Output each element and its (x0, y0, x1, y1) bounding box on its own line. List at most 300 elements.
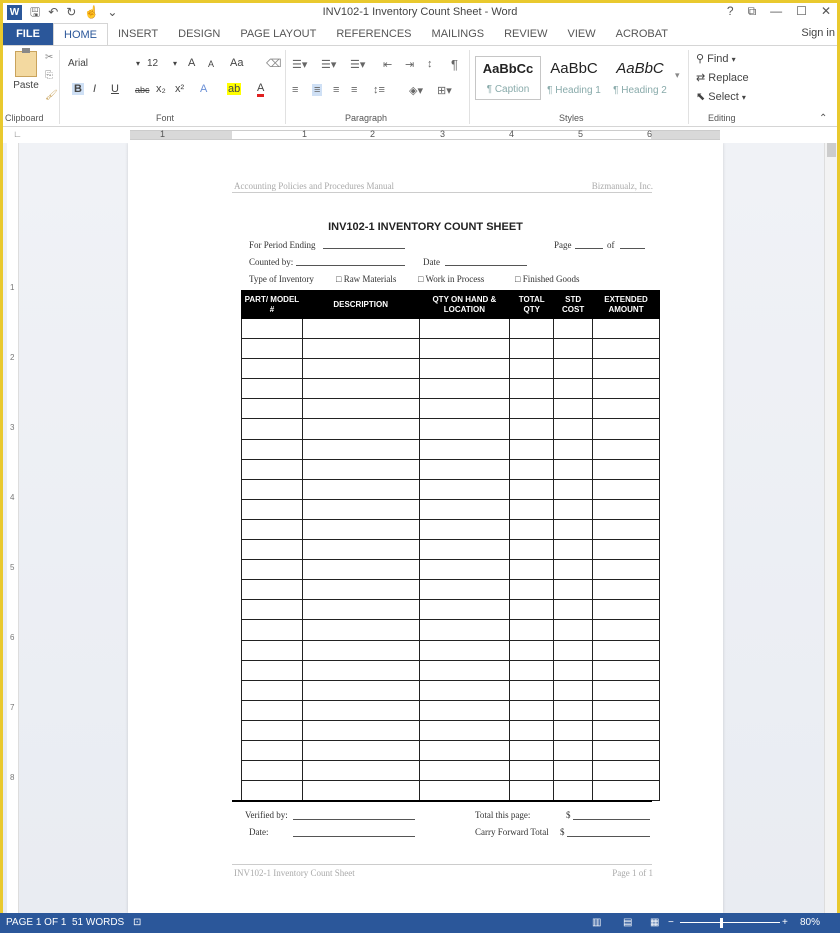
web-layout-icon[interactable]: ▦ (650, 917, 660, 928)
option-label: Raw Materials (343, 274, 397, 284)
table-cell[interactable] (554, 600, 593, 620)
table-cell[interactable] (510, 439, 554, 459)
read-mode-icon[interactable]: ▥ (592, 917, 602, 928)
proofing-icon[interactable]: ⊡ (133, 917, 142, 928)
page-header-left: Accounting Policies and Procedures Manual (234, 181, 394, 191)
table-cell[interactable] (242, 479, 303, 499)
vertical-ruler[interactable] (7, 143, 19, 913)
date-field[interactable] (445, 265, 527, 266)
table-row (242, 580, 660, 600)
customize-qat-icon[interactable]: ⌄ (107, 5, 118, 19)
undo-icon[interactable]: ↶ (48, 5, 59, 19)
table-cell[interactable] (593, 781, 660, 801)
table-cell[interactable] (593, 720, 660, 740)
shading-icon[interactable]: ◈▾ (409, 85, 423, 97)
table-header-row (242, 291, 660, 319)
subscript-button[interactable]: x₂ (156, 83, 166, 95)
table-cell[interactable] (242, 560, 303, 580)
italic-button[interactable]: I (93, 83, 97, 95)
table-cell[interactable] (554, 761, 593, 781)
word-logo-icon[interactable]: W (7, 5, 22, 20)
table-cell[interactable] (510, 339, 554, 359)
paste-button[interactable] (9, 51, 43, 91)
multilevel-list-icon[interactable]: ☰▾ (350, 59, 366, 71)
ruler-number: 5 (578, 129, 584, 139)
chevron-down-icon: ▾ (135, 59, 140, 68)
scrollbar-thumb[interactable] (827, 143, 836, 157)
collapse-ribbon-icon[interactable]: ⌃ (819, 113, 828, 124)
table-cell[interactable] (242, 580, 303, 600)
table-cell[interactable] (593, 680, 660, 700)
justify-icon[interactable]: ≡ (351, 84, 358, 96)
column-header: PART/ MODEL # (242, 291, 303, 319)
table-cell[interactable] (242, 499, 303, 519)
table-cell[interactable] (593, 519, 660, 539)
align-center-icon[interactable]: ≡ (314, 84, 321, 96)
sort-icon[interactable]: ↕ (427, 58, 433, 70)
table-cell[interactable] (242, 399, 303, 419)
status-bar (0, 913, 840, 933)
table-cell[interactable] (242, 640, 303, 660)
table-cell[interactable] (302, 720, 419, 740)
table-cell[interactable] (302, 479, 419, 499)
table-cell[interactable] (554, 379, 593, 399)
styles-more-icon[interactable]: ▾ (675, 70, 680, 80)
table-row (242, 379, 660, 399)
period-ending-field[interactable] (323, 248, 405, 249)
zoom-out-button[interactable]: − (668, 917, 674, 928)
font-size-value: 12 (147, 58, 159, 69)
superscript-button[interactable]: x² (175, 83, 185, 95)
table-row (242, 519, 660, 539)
ruler-number: 4 (509, 129, 515, 139)
table-cell[interactable] (419, 339, 510, 359)
table-cell[interactable] (510, 519, 554, 539)
table-cell[interactable] (554, 479, 593, 499)
table-cell[interactable] (554, 580, 593, 600)
style-heading-1[interactable] (541, 56, 607, 100)
zoom-slider-track[interactable] (680, 922, 780, 923)
table-cell[interactable] (593, 339, 660, 359)
table-cell[interactable] (593, 560, 660, 580)
table-cell[interactable] (554, 519, 593, 539)
checkbox-finished-goods[interactable] (515, 274, 579, 284)
table-cell[interactable] (510, 319, 554, 339)
cut-icon[interactable]: ✂ (45, 52, 54, 63)
table-cell[interactable] (242, 519, 303, 539)
highlight-button[interactable]: ab (228, 83, 241, 95)
ribbon-tabs (3, 23, 837, 45)
shrink-font-button[interactable]: A (208, 59, 215, 69)
table-cell[interactable] (554, 540, 593, 560)
table-cell[interactable] (593, 399, 660, 419)
table-cell[interactable] (419, 761, 510, 781)
table-cell[interactable] (419, 680, 510, 700)
table-cell[interactable] (302, 439, 419, 459)
format-painter-icon[interactable]: 🖌 (45, 90, 58, 101)
table-cell[interactable] (510, 459, 554, 479)
carry-forward-label: Carry Forward Total (475, 827, 549, 837)
borders-icon[interactable]: ⊞▾ (437, 85, 452, 97)
table-cell[interactable] (593, 620, 660, 640)
table-cell[interactable] (419, 720, 510, 740)
table-cell[interactable] (302, 700, 419, 720)
table-cell[interactable] (302, 560, 419, 580)
table-cell[interactable] (593, 600, 660, 620)
table-cell[interactable] (510, 560, 554, 580)
table-cell[interactable] (593, 540, 660, 560)
zoom-in-button[interactable]: + (782, 917, 788, 928)
table-cell[interactable] (593, 660, 660, 680)
table-cell[interactable] (510, 359, 554, 379)
align-right-icon[interactable]: ≡ (333, 84, 340, 96)
replace-button[interactable] (696, 71, 749, 84)
align-left-icon[interactable]: ≡ (292, 84, 299, 96)
table-cell[interactable] (419, 359, 510, 379)
table-cell[interactable] (242, 781, 303, 801)
table-cell[interactable] (242, 319, 303, 339)
underline-button[interactable]: U (111, 83, 119, 95)
table-cell[interactable] (302, 399, 419, 419)
line-spacing-icon[interactable]: ↕≡ (373, 84, 385, 96)
table-cell[interactable] (593, 419, 660, 439)
document-page[interactable] (128, 143, 723, 913)
table-cell[interactable] (302, 459, 419, 479)
table-cell[interactable] (554, 560, 593, 580)
table-cell[interactable] (419, 540, 510, 560)
bold-button[interactable]: B (74, 83, 82, 95)
table-row (242, 359, 660, 379)
print-layout-icon[interactable]: ▤ (623, 917, 633, 928)
table-cell[interactable] (510, 600, 554, 620)
table-cell[interactable] (242, 439, 303, 459)
table-cell[interactable] (419, 620, 510, 640)
table-cell[interactable] (302, 499, 419, 519)
table-row (242, 781, 660, 801)
style-name: ¶ Caption (486, 84, 530, 95)
verified-by-field[interactable] (293, 819, 415, 820)
dollar-sign: $ (560, 827, 565, 837)
table-cell[interactable] (593, 319, 660, 339)
column-header: DESCRIPTION (302, 291, 419, 319)
find-label: Find (707, 53, 729, 65)
grow-font-button[interactable]: A (188, 57, 196, 69)
table-row (242, 479, 660, 499)
table-cell[interactable] (419, 479, 510, 499)
table-cell[interactable] (510, 761, 554, 781)
table-cell[interactable] (419, 740, 510, 760)
footer-divider (232, 864, 652, 865)
table-cell[interactable] (242, 459, 303, 479)
table-cell[interactable] (419, 580, 510, 600)
redo-icon[interactable]: ↻ (66, 5, 77, 19)
strikethrough-button[interactable]: abc (135, 85, 150, 95)
table-cell[interactable] (242, 680, 303, 700)
table-cell[interactable] (302, 781, 419, 801)
table-cell[interactable] (242, 419, 303, 439)
table-cell[interactable] (593, 740, 660, 760)
table-cell[interactable] (554, 359, 593, 379)
table-cell[interactable] (554, 459, 593, 479)
table-row (242, 560, 660, 580)
ruler-number: 3 (10, 423, 15, 432)
table-cell[interactable] (302, 419, 419, 439)
table-cell[interactable] (554, 620, 593, 640)
table-cell[interactable] (510, 781, 554, 801)
font-color-button[interactable]: A (257, 83, 264, 97)
table-cell[interactable] (242, 600, 303, 620)
table-cell[interactable] (419, 459, 510, 479)
bullets-icon[interactable]: ☰▾ (292, 59, 308, 71)
style-preview: AaBbC (616, 60, 664, 77)
table-cell[interactable] (510, 580, 554, 600)
table-cell[interactable] (242, 700, 303, 720)
table-cell[interactable] (510, 499, 554, 519)
table-cell[interactable] (554, 660, 593, 680)
style-name: ¶ Heading 1 (547, 85, 601, 96)
table-cell[interactable] (554, 399, 593, 419)
change-case-button[interactable]: Aa (230, 57, 244, 69)
table-cell[interactable] (302, 600, 419, 620)
table-cell[interactable] (554, 720, 593, 740)
page-header-right: Bizmanualz, Inc. (591, 181, 653, 191)
ribbon (3, 45, 837, 127)
font-family-value: Arial (68, 58, 89, 69)
touch-mode-icon[interactable]: ☝ (84, 5, 100, 19)
table-cell[interactable] (554, 700, 593, 720)
table-body (242, 319, 660, 801)
table-cell[interactable] (242, 620, 303, 640)
increase-indent-icon[interactable]: ⇥ (405, 59, 415, 71)
tab-acrobat[interactable]: ACROBAT (615, 28, 668, 40)
maximize-icon[interactable]: ☐ (796, 4, 807, 18)
table-row (242, 399, 660, 419)
page-number-field[interactable] (575, 248, 603, 249)
table-cell[interactable] (554, 740, 593, 760)
table-cell[interactable] (593, 761, 660, 781)
style-caption[interactable] (475, 56, 541, 100)
table-row (242, 620, 660, 640)
tab-mailings[interactable]: MAILINGS (431, 28, 485, 40)
table-cell[interactable] (510, 540, 554, 560)
table-row (242, 540, 660, 560)
copy-icon[interactable]: ⎘ (45, 70, 53, 81)
table-cell[interactable] (593, 479, 660, 499)
help-icon[interactable]: ? (726, 4, 734, 18)
checkbox-work-in-process[interactable] (418, 274, 484, 284)
ruler-number: 3 (440, 129, 446, 139)
table-cell[interactable] (554, 439, 593, 459)
table-cell[interactable] (302, 339, 419, 359)
table-cell[interactable] (510, 479, 554, 499)
table-cell[interactable] (419, 781, 510, 801)
page-count[interactable]: PAGE 1 OF 1 (6, 917, 67, 928)
ruler-number: 1 (302, 129, 308, 139)
table-cell[interactable] (419, 419, 510, 439)
numbering-icon[interactable]: ☰▾ (321, 59, 337, 71)
table-bottom-rule (232, 800, 652, 802)
clipboard-group-label: Clipboard (5, 113, 44, 123)
table-cell[interactable] (554, 680, 593, 700)
table-cell[interactable] (242, 740, 303, 760)
replace-label: Replace (708, 72, 749, 84)
tab-review[interactable]: REVIEW (504, 28, 548, 40)
ruler-number: 1 (160, 129, 166, 139)
table-row (242, 419, 660, 439)
tab-home[interactable]: HOME (53, 23, 108, 45)
tab-selector-icon[interactable]: ∟ (13, 129, 22, 139)
tab-page-layout[interactable]: PAGE LAYOUT (240, 28, 317, 40)
select-label: Select (708, 91, 739, 103)
table-cell[interactable] (302, 359, 419, 379)
table-cell[interactable] (302, 660, 419, 680)
table-row (242, 600, 660, 620)
document-area[interactable] (3, 143, 824, 913)
table-cell[interactable] (302, 519, 419, 539)
table-cell[interactable] (302, 680, 419, 700)
tab-insert[interactable]: INSERT (118, 28, 159, 40)
save-icon[interactable]: 🖫 (30, 5, 41, 19)
table-cell[interactable] (419, 600, 510, 620)
table-cell[interactable] (419, 560, 510, 580)
ruler-margin-left (130, 131, 232, 139)
table-cell[interactable] (419, 519, 510, 539)
find-button[interactable] (696, 52, 736, 65)
table-cell[interactable] (554, 319, 593, 339)
word-count[interactable]: 51 WORDS (72, 917, 125, 928)
table-cell[interactable] (419, 640, 510, 660)
table-cell[interactable] (419, 319, 510, 339)
total-page-field[interactable] (573, 819, 650, 820)
table-cell[interactable] (419, 379, 510, 399)
option-label: Finished Goods (522, 274, 580, 284)
table-cell[interactable] (510, 419, 554, 439)
table-cell[interactable] (302, 761, 419, 781)
table-cell[interactable] (593, 379, 660, 399)
table-cell[interactable] (302, 740, 419, 760)
table-cell[interactable] (510, 660, 554, 680)
table-cell[interactable] (302, 580, 419, 600)
table-cell[interactable] (510, 740, 554, 760)
cursor-icon: ⬉ (696, 91, 706, 103)
table-cell[interactable] (554, 781, 593, 801)
table-cell[interactable] (419, 399, 510, 419)
table-cell[interactable] (554, 499, 593, 519)
table-row (242, 339, 660, 359)
counted-by-label: Counted by: (249, 257, 294, 267)
style-heading-2[interactable] (607, 56, 673, 100)
table-cell[interactable] (302, 620, 419, 640)
checkbox-raw-materials[interactable] (336, 274, 396, 284)
page-footer-right: Page 1 of 1 (612, 868, 653, 878)
vertical-scrollbar[interactable] (824, 143, 837, 913)
table-cell[interactable] (510, 720, 554, 740)
text-effects-icon[interactable]: A (200, 83, 208, 95)
ruler-number: 2 (370, 129, 376, 139)
table-cell[interactable] (593, 459, 660, 479)
table-cell[interactable] (554, 339, 593, 359)
date2-field[interactable] (293, 836, 415, 837)
close-icon[interactable]: ✕ (820, 4, 831, 18)
header-divider (232, 192, 652, 193)
table-cell[interactable] (554, 640, 593, 660)
sign-in-link[interactable]: Sign in (801, 27, 835, 39)
table-cell[interactable] (302, 640, 419, 660)
table-cell[interactable] (554, 419, 593, 439)
minimize-icon[interactable]: — (770, 4, 783, 18)
table-cell[interactable] (510, 680, 554, 700)
tab-design[interactable]: DESIGN (178, 28, 221, 40)
window-controls (727, 4, 831, 19)
table-row (242, 439, 660, 459)
table-cell[interactable] (242, 359, 303, 379)
date-label: Date (423, 257, 440, 267)
table-cell[interactable] (419, 499, 510, 519)
table-cell[interactable] (419, 700, 510, 720)
table-cell[interactable] (242, 720, 303, 740)
table-cell[interactable] (302, 540, 419, 560)
show-formatting-icon[interactable]: ¶ (451, 57, 458, 72)
zoom-slider-thumb[interactable] (720, 918, 723, 928)
font-size-select[interactable] (146, 56, 180, 72)
table-cell[interactable] (593, 580, 660, 600)
table-cell[interactable] (593, 439, 660, 459)
window-title: INV102-1 Inventory Count Sheet - Word (322, 6, 518, 18)
font-group-label: Font (156, 113, 175, 123)
table-cell[interactable] (242, 379, 303, 399)
table-cell[interactable] (242, 339, 303, 359)
font-family-select[interactable] (67, 56, 143, 72)
table-cell[interactable] (593, 499, 660, 519)
select-button[interactable] (696, 90, 746, 103)
table-cell[interactable] (419, 660, 510, 680)
table-cell[interactable] (242, 761, 303, 781)
tab-references[interactable]: REFERENCES (336, 28, 412, 40)
table-cell[interactable] (593, 700, 660, 720)
clear-formatting-icon[interactable]: ⌫ (266, 58, 282, 70)
ruler-number: 2 (10, 353, 15, 362)
table-cell[interactable] (510, 379, 554, 399)
table-cell[interactable] (510, 640, 554, 660)
style-preview: AaBbC (550, 60, 598, 77)
table-cell[interactable] (593, 640, 660, 660)
table-cell[interactable] (302, 319, 419, 339)
table-cell[interactable] (242, 540, 303, 560)
tab-file[interactable]: FILE (3, 23, 53, 45)
styles-group-label: Styles (559, 113, 584, 123)
table-cell[interactable] (302, 379, 419, 399)
checkbox-icon: □ (515, 274, 521, 284)
page-label: Page (554, 240, 572, 250)
zoom-level[interactable]: 80% (800, 917, 821, 928)
table-cell[interactable] (510, 620, 554, 640)
page-footer-left: INV102-1 Inventory Count Sheet (234, 868, 355, 878)
carry-forward-field[interactable] (567, 836, 650, 837)
table-cell[interactable] (510, 399, 554, 419)
table-cell[interactable] (419, 439, 510, 459)
table-cell[interactable] (510, 700, 554, 720)
table-cell[interactable] (242, 660, 303, 680)
counted-by-field[interactable] (296, 265, 405, 266)
ribbon-display-icon[interactable]: ⧉ (747, 4, 757, 18)
table-cell[interactable] (593, 359, 660, 379)
table-row (242, 640, 660, 660)
tab-view[interactable]: VIEW (567, 28, 596, 40)
horizontal-ruler[interactable] (3, 127, 837, 143)
page-total-field[interactable] (620, 248, 645, 249)
decrease-indent-icon[interactable]: ⇤ (383, 59, 393, 71)
verified-by-label: Verified by: (245, 810, 288, 820)
